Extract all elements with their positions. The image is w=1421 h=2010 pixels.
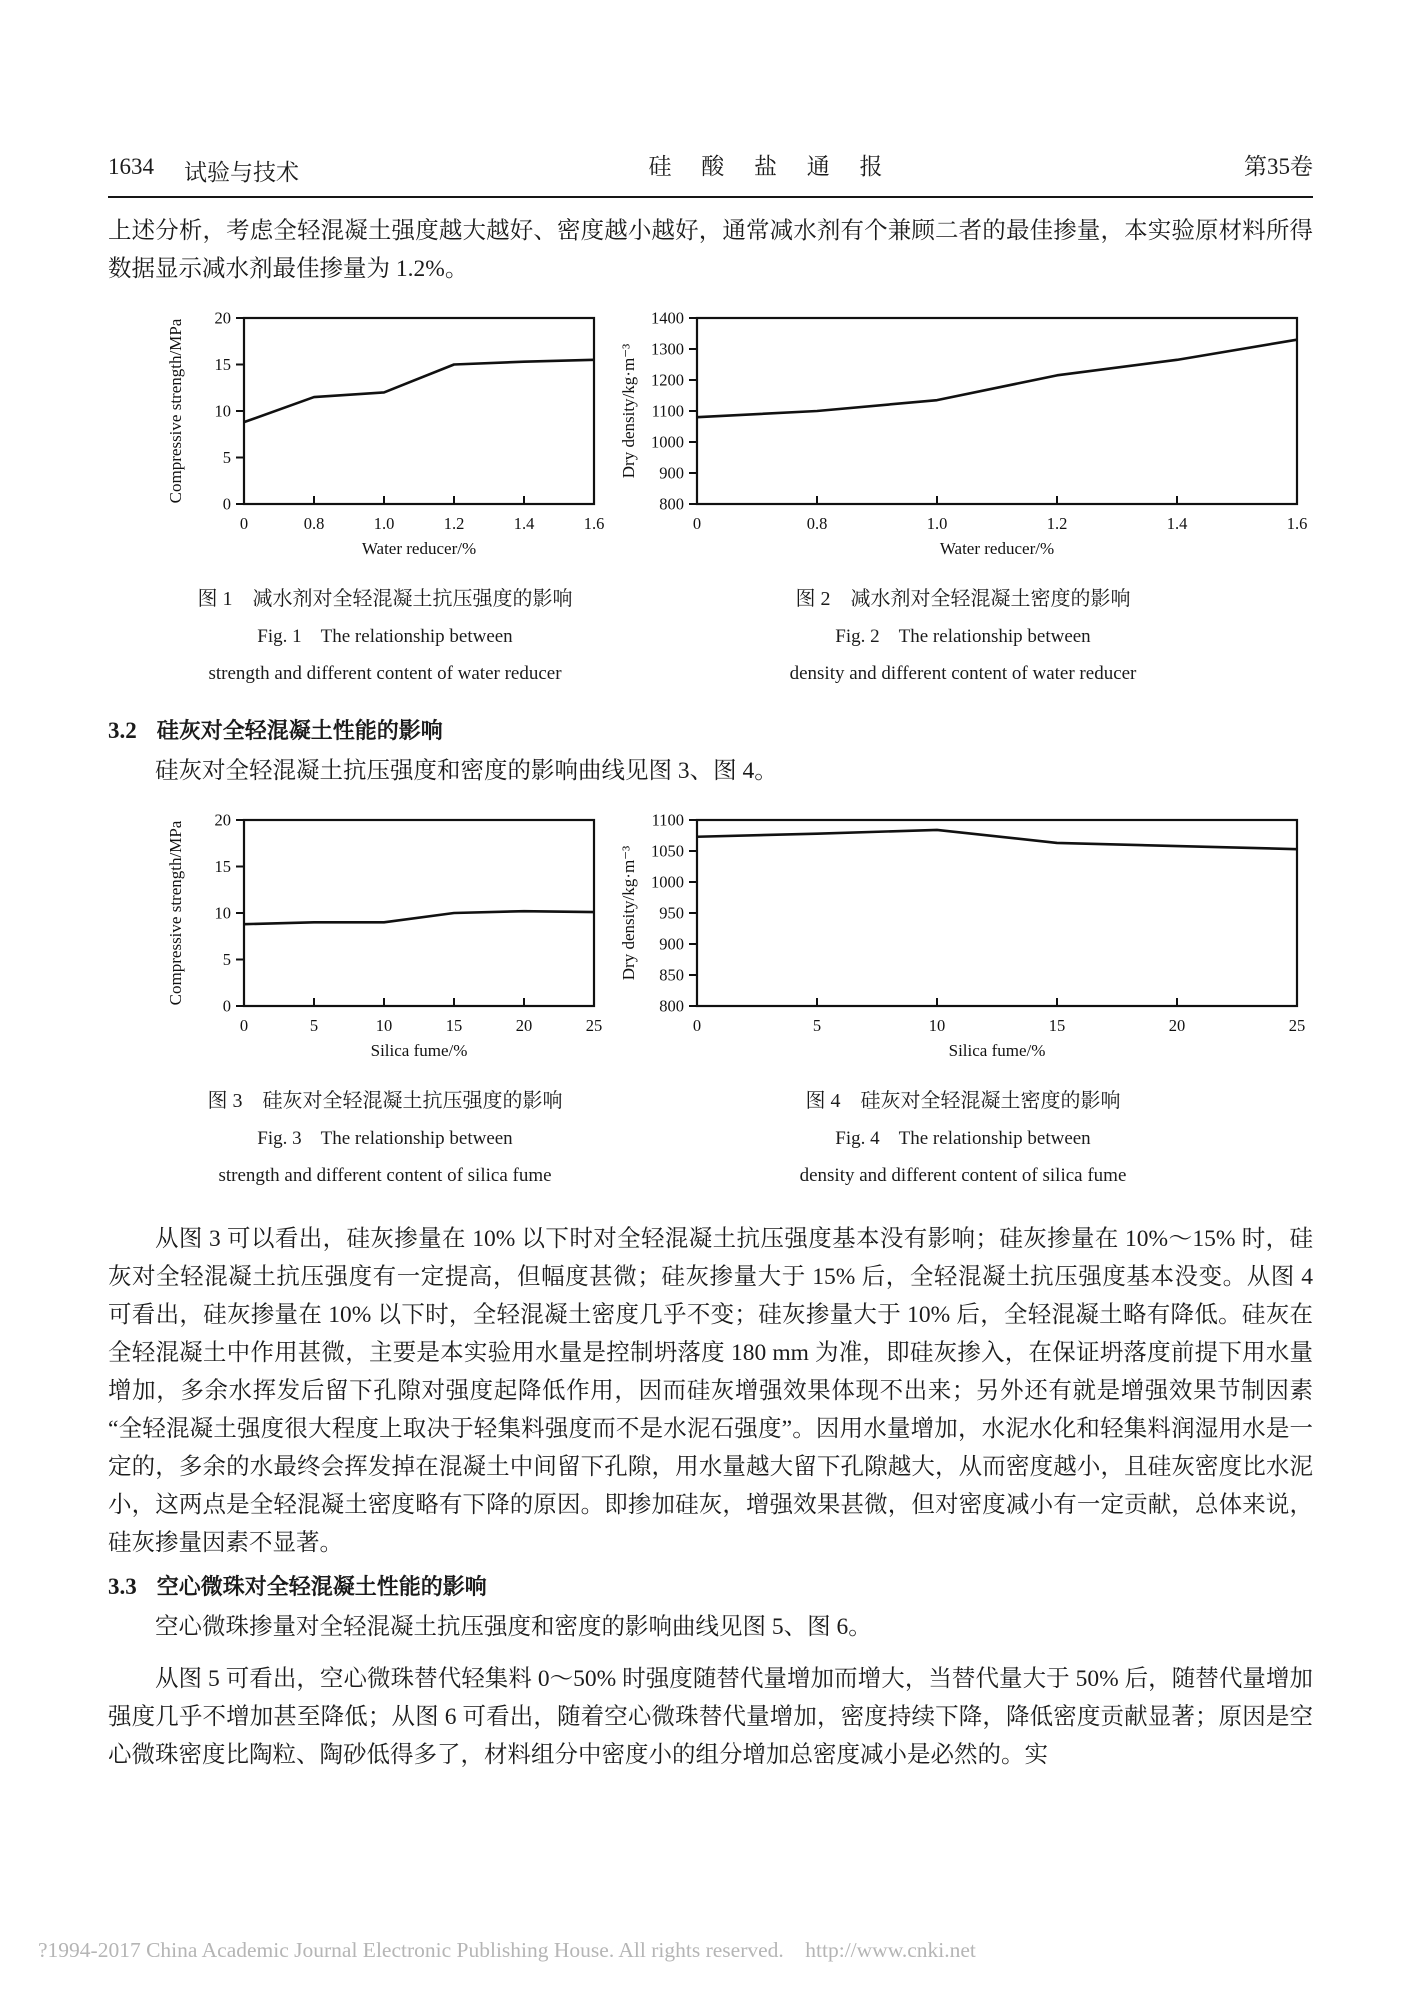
svg-text:1.0: 1.0 xyxy=(373,514,395,533)
svg-text:10: 10 xyxy=(928,1016,946,1035)
section-3-2-heading xyxy=(108,712,1313,750)
svg-text:10: 10 xyxy=(214,401,231,421)
figure-2-caption xyxy=(790,581,1137,692)
figure-1-caption xyxy=(198,581,573,692)
svg-text:1050: 1050 xyxy=(651,841,684,861)
line-chart-svg xyxy=(613,806,1313,1068)
figure-1-block xyxy=(160,304,610,692)
line-chart-svg xyxy=(613,304,1313,566)
svg-text:1.2: 1.2 xyxy=(443,514,465,533)
svg-text:0: 0 xyxy=(692,514,702,533)
svg-text:10: 10 xyxy=(214,903,231,923)
svg-text:1200: 1200 xyxy=(651,370,684,390)
svg-text:20: 20 xyxy=(214,308,231,328)
svg-text:0: 0 xyxy=(239,1016,249,1035)
svg-text:800: 800 xyxy=(659,494,684,514)
svg-text:Compressive strength/MPa: Compressive strength/MPa xyxy=(166,820,185,1006)
figure-2-line-chart xyxy=(613,304,1313,571)
figure-4-caption-en2: density and different content of silica fume xyxy=(799,1165,1127,1186)
figure-3-caption xyxy=(208,1083,563,1194)
line-chart-svg xyxy=(160,304,610,566)
journal-header xyxy=(108,148,1313,198)
figure-4-caption-en1: Fig. 4 The relationship between xyxy=(835,1128,1091,1149)
svg-text:950: 950 xyxy=(659,903,684,923)
svg-text:850: 850 xyxy=(659,965,684,985)
paragraph-analysis: 从图 3 可以看出，硅灰掺量在 10% 以下时对全轻混凝土抗压强度基本没有影响；硅灰掺量在 10%～15% 时，硅灰对全轻混凝土抗压强度有一定提高，但幅度甚微；硅灰掺量大于 15% 后，全轻混凝土抗压强度基本没变。从图 4 可看出，硅灰掺量在 10% 以下时，全轻混凝土密度几乎不变；硅灰掺量大于 10% 后，全轻混凝土略有降低。硅灰在全轻混凝土中作用甚微，主要是本实验用水量是控制坍落度 180 mm 为准，即硅灰掺入，在保证坍落度前提下用水量增加，多余水挥发后留下孔隙对强度起降低作用，因而硅灰增强效果体现不出来；另外还有就是增强效果节制因素“全轻混凝土强度很大程度上取决于轻集料强度而不是水泥石强度”。因用水量增加，水泥水化和轻集料润湿用水是一定的，多余的水最终会挥发掉在混凝土中间留下孔隙，用水量越大留下孔隙越大，从而密度越小，且硅灰密度比水泥小，这两点是全轻混凝土密度略有下降的原因。即掺加硅灰，增强效果甚微，但对密度减小有一定贡献，总体来说，硅灰掺量因素不显著。 xyxy=(108,1226,1313,1556)
figure-4-caption xyxy=(800,1083,1127,1194)
figure-1-caption-en2: strength and different content of water reducer xyxy=(208,663,562,684)
section-3-2-lead: 硅灰对全轻混凝土抗压强度和密度的影响曲线见图 3、图 4。 xyxy=(155,758,778,784)
figure-3-caption-zh: 图 3 硅灰对全轻混凝土抗压强度的影响 xyxy=(207,1090,563,1112)
svg-text:1.4: 1.4 xyxy=(1166,514,1188,533)
figure-2-caption-en2: density and different content of water reducer xyxy=(789,663,1137,684)
section-3-2-number: 3.2 xyxy=(108,718,137,743)
svg-text:900: 900 xyxy=(659,934,684,954)
svg-text:15: 15 xyxy=(214,355,231,374)
svg-text:0.8: 0.8 xyxy=(303,514,325,533)
figure-4-line-chart xyxy=(613,806,1313,1073)
svg-text:1.2: 1.2 xyxy=(1046,514,1068,533)
svg-text:0.8: 0.8 xyxy=(806,514,828,533)
header-left xyxy=(108,154,299,187)
figure-2-caption-en1: Fig. 2 The relationship between xyxy=(835,626,1091,647)
svg-text:900: 900 xyxy=(659,463,684,483)
svg-text:15: 15 xyxy=(1048,1016,1066,1035)
svg-text:1.6: 1.6 xyxy=(583,514,605,533)
svg-text:1400: 1400 xyxy=(651,308,684,328)
cnki-copyright-footer: ?1994-2017 China Academic Journal Electronic Publishing House. All rights reserved. http://www.cnki.net xyxy=(38,1938,976,1962)
line-chart-svg xyxy=(160,806,610,1068)
figure-row-1 xyxy=(108,304,1313,692)
figure-1-line-chart xyxy=(160,304,610,571)
svg-text:0: 0 xyxy=(222,996,231,1016)
svg-text:25: 25 xyxy=(585,1016,603,1035)
svg-text:Dry density/kg·m⁻³: Dry density/kg·m⁻³ xyxy=(619,343,638,479)
figure-3-block xyxy=(160,806,610,1194)
svg-text:0: 0 xyxy=(222,494,231,514)
figure-2-caption-zh: 图 2 减水剂对全轻混凝土密度的影响 xyxy=(795,588,1131,610)
svg-text:20: 20 xyxy=(515,1016,533,1035)
svg-text:1.6: 1.6 xyxy=(1286,514,1308,533)
svg-text:5: 5 xyxy=(222,950,231,969)
svg-text:20: 20 xyxy=(214,810,231,830)
figure-3-caption-en1: Fig. 3 The relationship between xyxy=(257,1128,513,1149)
figure-1-caption-en1: Fig. 1 The relationship between xyxy=(257,626,513,647)
svg-text:1100: 1100 xyxy=(651,810,684,830)
svg-text:5: 5 xyxy=(309,1016,319,1035)
section-3-3-lead: 空心微珠掺量对全轻混凝土抗压强度和密度的影响曲线见图 5、图 6。 xyxy=(155,1614,872,1640)
journal-title: 硅 酸 盐 通 报 xyxy=(648,154,895,179)
figure-row-2 xyxy=(108,806,1313,1194)
paragraph-beads: 从图 5 可看出，空心微珠替代轻集料 0～50% 时强度随替代量增加而增大，当替代量大于 50% 后，随替代量增加强度几乎不增加甚至降低；从图 6 可看出，随着空心微珠替代量增加，密度持续下降，降低密度贡献显著；原因是空心微珠密度比陶粒、陶砂低得多了，材料组分中密度小的组分增加总密度减小是必然的。实 xyxy=(108,1666,1313,1768)
svg-text:25: 25 xyxy=(1288,1016,1306,1035)
svg-text:Water reducer/%: Water reducer/% xyxy=(939,539,1055,558)
svg-text:0: 0 xyxy=(692,1016,702,1035)
section-3-2-title: 硅灰对全轻混凝土性能的影响 xyxy=(156,718,443,743)
svg-text:0: 0 xyxy=(239,514,249,533)
volume-label: 第35卷 xyxy=(1244,154,1313,179)
figure-4-block xyxy=(613,806,1313,1194)
section-3-3-title: 空心微珠对全轻混凝土性能的影响 xyxy=(156,1574,487,1599)
svg-text:20: 20 xyxy=(1168,1016,1186,1035)
svg-text:15: 15 xyxy=(214,857,231,876)
svg-text:1000: 1000 xyxy=(651,432,684,452)
svg-text:Silica fume/%: Silica fume/% xyxy=(948,1041,1046,1060)
section-3-3-heading xyxy=(108,1568,1313,1606)
figure-1-caption-zh: 图 1 减水剂对全轻混凝土抗压强度的影响 xyxy=(197,588,573,610)
svg-text:Water reducer/%: Water reducer/% xyxy=(361,539,477,558)
svg-text:10: 10 xyxy=(375,1016,393,1035)
svg-text:5: 5 xyxy=(812,1016,822,1035)
svg-text:5: 5 xyxy=(222,448,231,467)
section-3-3-number: 3.3 xyxy=(108,1574,137,1599)
figure-3-caption-en2: strength and different content of silica fume xyxy=(218,1165,552,1186)
svg-text:1100: 1100 xyxy=(651,401,684,421)
svg-text:800: 800 xyxy=(659,996,684,1016)
svg-text:1000: 1000 xyxy=(651,872,684,892)
svg-text:15: 15 xyxy=(445,1016,463,1035)
figure-4-caption-zh: 图 4 硅灰对全轻混凝土密度的影响 xyxy=(805,1090,1121,1112)
svg-text:1.0: 1.0 xyxy=(926,514,948,533)
column-title: 试验与技术 xyxy=(184,160,299,185)
svg-text:Silica fume/%: Silica fume/% xyxy=(370,1041,468,1060)
paragraph-intro: 上述分析，考虑全轻混凝土强度越大越好、密度越小越好，通常减水剂有个兼顾二者的最佳掺量，本实验原材料所得数据显示减水剂最佳掺量为 1.2%。 xyxy=(108,218,1313,282)
svg-text:1300: 1300 xyxy=(651,339,684,359)
svg-text:1.4: 1.4 xyxy=(513,514,535,533)
page-number: 1634 xyxy=(108,154,154,179)
figure-3-line-chart xyxy=(160,806,610,1073)
svg-text:Compressive strength/MPa: Compressive strength/MPa xyxy=(166,318,185,504)
figure-2-block xyxy=(613,304,1313,692)
svg-text:Dry density/kg·m⁻³: Dry density/kg·m⁻³ xyxy=(619,845,638,981)
